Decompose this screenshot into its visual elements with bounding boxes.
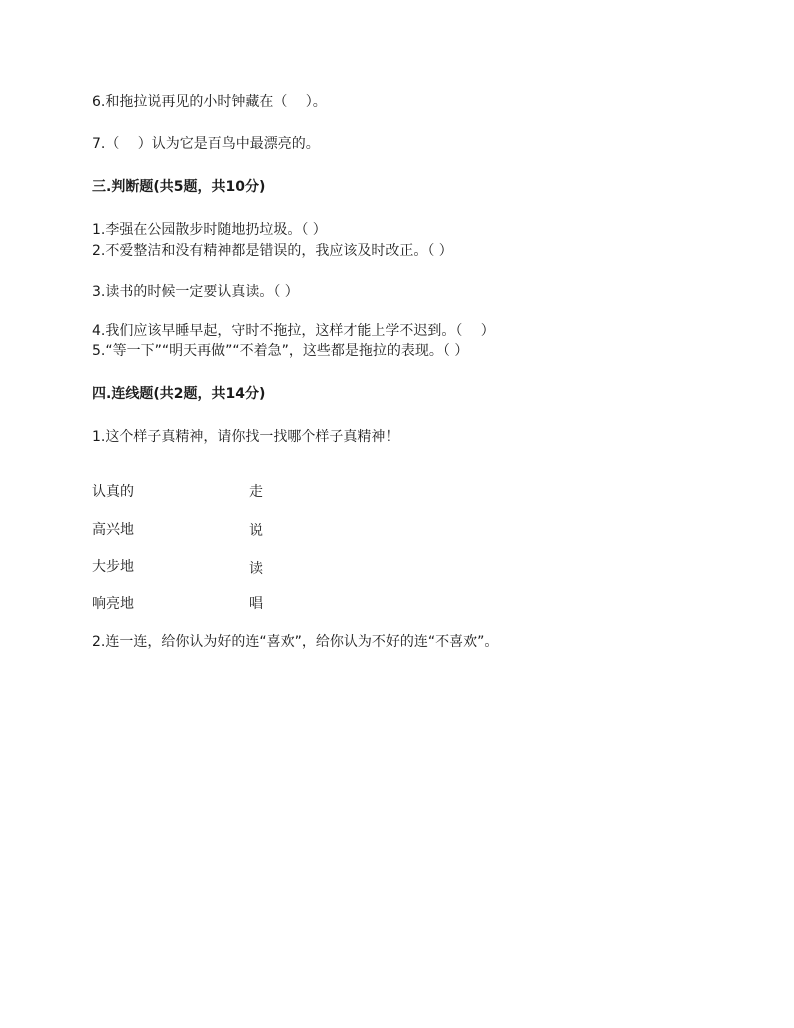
match-left-item: 高兴地 [92,522,134,538]
section-4-heading: 四.连线题(共2题，共14分) [92,386,266,402]
match-left-item: 认真的 [92,484,134,500]
judge-question-2: 2.不爱整洁和没有精神都是错误的，我应该及时改正。（ ） [92,243,453,259]
question-7: 7.（ ）认为它是百鸟中最漂亮的。 [92,136,320,152]
match-left-item: 大步地 [92,559,134,575]
question-6: 6.和拖拉说再见的小时钟藏在（ ）。 [92,94,327,110]
match-question-1: 1.这个样子真精神，请你找一找哪个样子真精神！ [92,429,400,445]
judge-question-4: 4.我们应该早睡早起，守时不拖拉，这样才能上学不迟到。（ ） [92,323,495,339]
match-right-item: 唱 [249,596,263,612]
match-right-item: 说 [249,523,263,539]
judge-question-3: 3.读书的时候一定要认真读。（ ） [92,284,299,300]
match-right-item: 读 [249,561,263,577]
judge-question-5: 5.“等一下”“明天再做”“不着急”，这些都是拖拉的表现。（ ） [92,343,469,359]
section-3-heading: 三.判断题(共5题，共10分) [92,179,266,195]
match-left-item: 响亮地 [92,596,134,612]
judge-question-1: 1.李强在公园散步时随地扔垃圾。（ ） [92,222,327,238]
match-right-item: 走 [249,484,263,500]
match-question-2: 2.连一连，给你认为好的连“喜欢”，给你认为不好的连“不喜欢”。 [92,634,499,650]
